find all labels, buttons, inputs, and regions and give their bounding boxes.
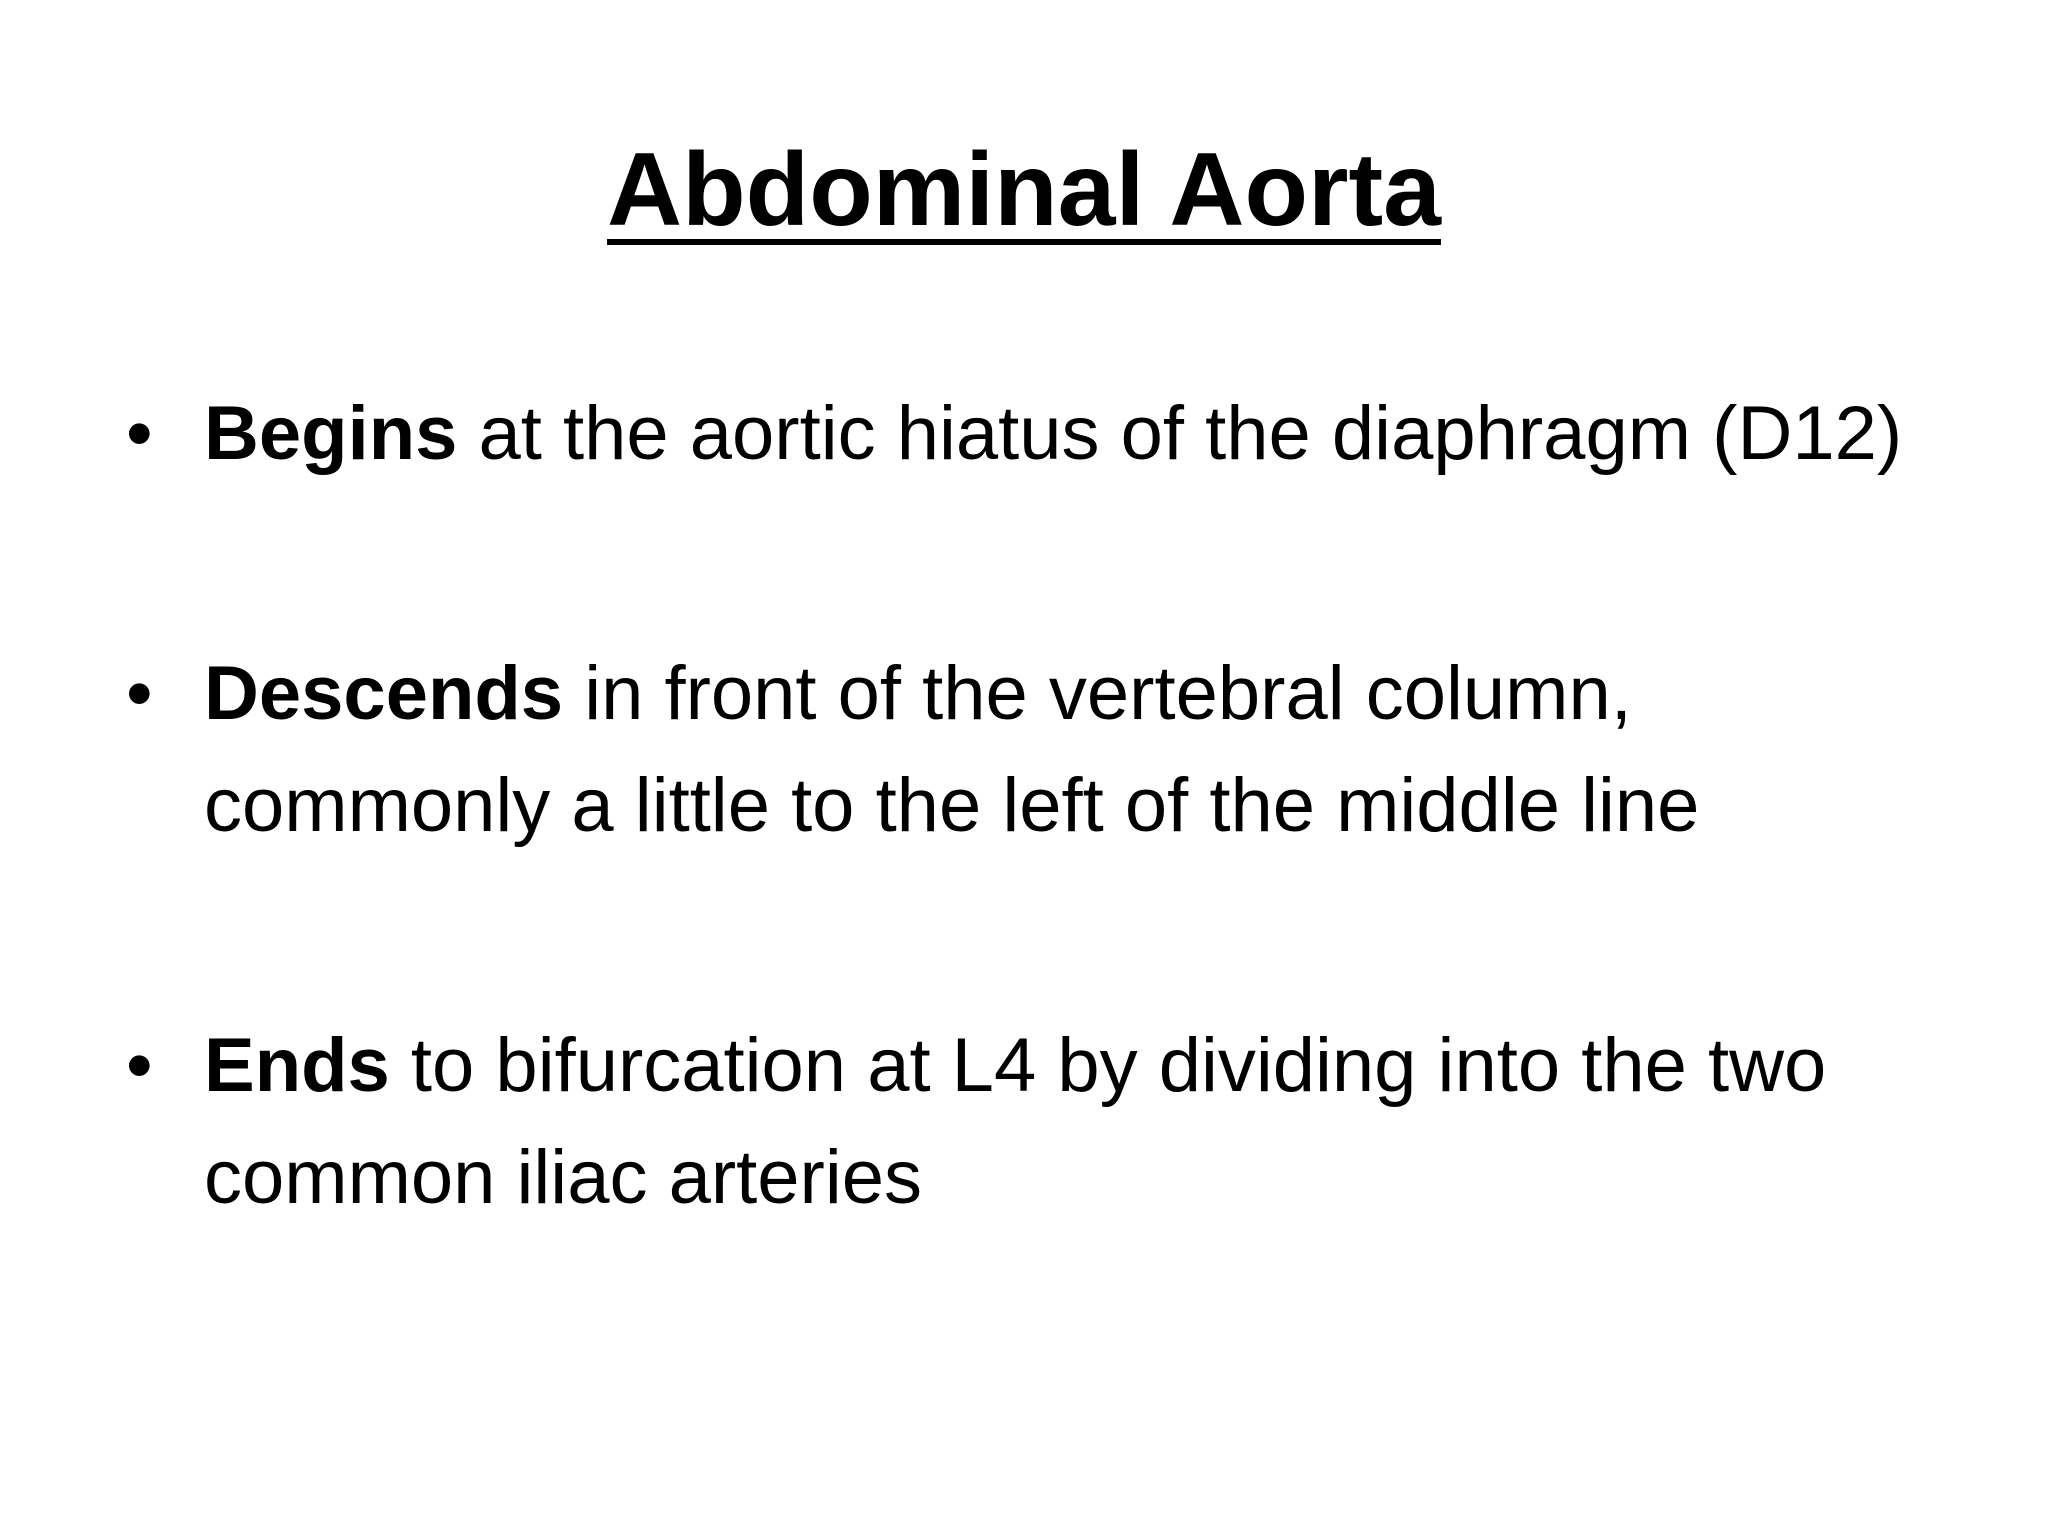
bullet-term: Ends xyxy=(204,1023,390,1108)
bullet-term: Begins xyxy=(204,391,458,476)
slide-title: Abdominal Aorta xyxy=(607,132,1441,248)
bullet-icon: • xyxy=(126,651,153,736)
bullet-icon: • xyxy=(126,391,153,476)
bullet-text: in front of the vertebral column, commonly a little to the left of the middle line xyxy=(204,651,1700,848)
bullet-item-ends xyxy=(120,1010,1960,1234)
bullet-term: Descends xyxy=(204,651,564,736)
bullet-text: at the aortic hiatus of the diaphragm (D12) xyxy=(457,391,1903,476)
bullet-icon: • xyxy=(126,1023,153,1108)
bullet-text: to bifurcation at L4 by dividing into the two common iliac arteries xyxy=(204,1023,1827,1220)
bullet-list xyxy=(120,378,1960,1234)
bullet-item-descends xyxy=(120,638,1960,862)
bullet-item-begins xyxy=(120,378,1960,490)
